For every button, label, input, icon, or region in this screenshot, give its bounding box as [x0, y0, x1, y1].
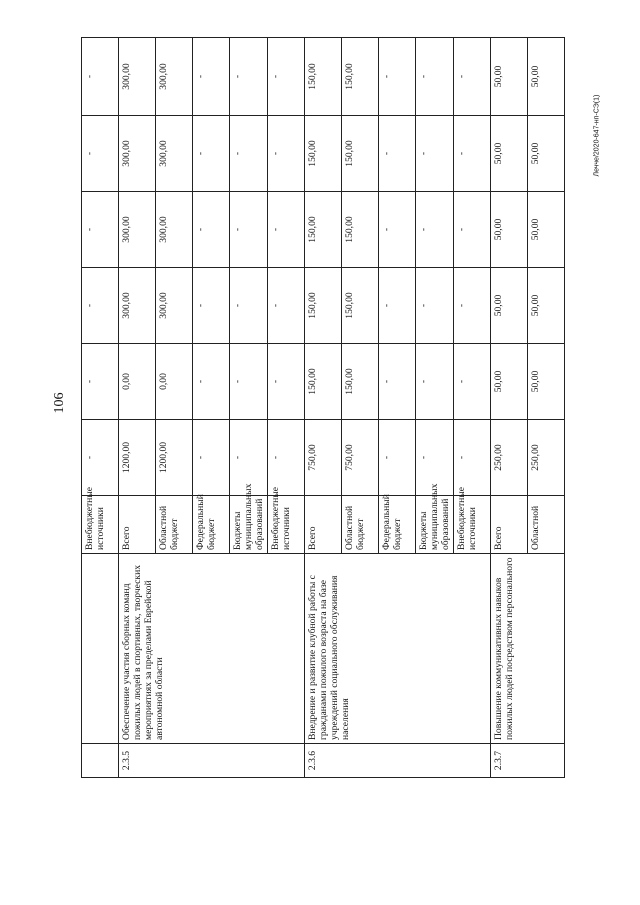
table-row	[305, 38, 342, 778]
amount-cell: 150,00	[305, 192, 342, 268]
amount-cell: -	[193, 420, 230, 496]
amount-cell: 750,00	[342, 420, 379, 496]
amount-cell: -	[416, 344, 454, 420]
amount-cell: 250,00	[528, 420, 565, 496]
amount-cell: 50,00	[491, 116, 528, 192]
amount-cell: 300,00	[156, 268, 193, 344]
amount-cell: 300,00	[119, 268, 156, 344]
amount-cell: 1200,00	[156, 420, 193, 496]
funding-source: Областной бюджет	[156, 496, 193, 554]
amount-cell: 50,00	[528, 344, 565, 420]
amount-cell: 300,00	[119, 116, 156, 192]
funding-source: Всего	[491, 496, 528, 554]
side-note	[590, 70, 604, 180]
amount-cell: -	[379, 116, 416, 192]
amount-cell: 50,00	[491, 192, 528, 268]
funding-source: Внебюджетные источники	[454, 496, 491, 554]
amount-cell: -	[82, 268, 119, 344]
funding-source: Всего	[305, 496, 342, 554]
item-number: 2.3.5	[119, 744, 305, 778]
amount-cell: -	[268, 420, 305, 496]
amount-cell: 0,00	[156, 344, 193, 420]
amount-cell: 150,00	[305, 268, 342, 344]
amount-cell: -	[82, 420, 119, 496]
amount-cell: 150,00	[342, 38, 379, 116]
amount-cell: 300,00	[119, 38, 156, 116]
table-row	[82, 38, 119, 778]
amount-cell: 50,00	[491, 268, 528, 344]
amount-cell: -	[193, 192, 230, 268]
amount-cell: -	[416, 192, 454, 268]
amount-cell: 300,00	[156, 116, 193, 192]
amount-cell: -	[268, 38, 305, 116]
amount-cell: -	[379, 192, 416, 268]
amount-cell: -	[379, 38, 416, 116]
amount-cell: 50,00	[528, 192, 565, 268]
amount-cell: -	[193, 116, 230, 192]
funding-source: Внебюджетные источники	[268, 496, 305, 554]
amount-cell: -	[454, 420, 491, 496]
budget-table-body	[82, 38, 565, 778]
side-note-text: Лечче/2020-647-нп-СЭ(1)	[593, 94, 601, 177]
amount-cell: -	[454, 192, 491, 268]
item-number: 2.3.7	[491, 744, 565, 778]
amount-cell: -	[454, 344, 491, 420]
amount-cell: 50,00	[528, 116, 565, 192]
amount-cell: -	[268, 268, 305, 344]
funding-source: Областной	[528, 496, 565, 554]
activity-name: Обеспечение участия сборных команд пожилых людей в спортивных, творческих мероприятиях за пределами Еврейской автономной области	[119, 554, 305, 744]
amount-cell: 50,00	[528, 268, 565, 344]
amount-cell: 750,00	[305, 420, 342, 496]
amount-cell: 0,00	[119, 344, 156, 420]
funding-source: Всего	[119, 496, 156, 554]
activity-name	[82, 554, 119, 744]
amount-cell: -	[379, 344, 416, 420]
amount-cell: -	[268, 344, 305, 420]
amount-cell: 150,00	[342, 116, 379, 192]
amount-cell: 50,00	[491, 344, 528, 420]
amount-cell: 250,00	[491, 420, 528, 496]
amount-cell: -	[230, 38, 268, 116]
amount-cell: 50,00	[491, 38, 528, 116]
amount-cell: 150,00	[342, 192, 379, 268]
amount-cell: -	[416, 268, 454, 344]
page-number: 106	[52, 392, 67, 414]
amount-cell: 150,00	[342, 344, 379, 420]
funding-source: Федеральный бюджет	[193, 496, 230, 554]
funding-source: Внебюджетные источники	[82, 496, 119, 554]
table-row	[119, 38, 156, 778]
amount-cell: -	[268, 116, 305, 192]
amount-cell: -	[454, 38, 491, 116]
activity-name: Внедрение и развитие клубной работы с гражданами пожилого возраста на базе учреждений социального обслуживания населения	[305, 554, 491, 744]
amount-cell: -	[268, 192, 305, 268]
amount-cell: 150,00	[305, 116, 342, 192]
amount-cell: -	[193, 344, 230, 420]
activity-name: Повышение коммуникативных навыков пожилых людей посредством персонального	[491, 554, 565, 744]
funding-source: Областной бюджет	[342, 496, 379, 554]
amount-cell: -	[82, 116, 119, 192]
amount-cell: -	[82, 192, 119, 268]
table-row	[491, 38, 528, 778]
amount-cell: -	[416, 420, 454, 496]
amount-cell: -	[82, 38, 119, 116]
amount-cell: -	[230, 344, 268, 420]
funding-source: Федеральный бюджет	[379, 496, 416, 554]
amount-cell: 300,00	[156, 192, 193, 268]
amount-cell: -	[193, 268, 230, 344]
amount-cell: -	[230, 420, 268, 496]
amount-cell: 150,00	[342, 268, 379, 344]
budget-table-rotated	[81, 38, 542, 778]
amount-cell: -	[230, 268, 268, 344]
amount-cell: -	[416, 38, 454, 116]
amount-cell: 1200,00	[119, 420, 156, 496]
amount-cell: 150,00	[305, 38, 342, 116]
amount-cell: -	[454, 116, 491, 192]
amount-cell: 300,00	[119, 192, 156, 268]
amount-cell: -	[416, 116, 454, 192]
funding-source: Бюджеты муниципальных образований	[230, 496, 268, 554]
amount-cell: 150,00	[305, 344, 342, 420]
item-number: 2.3.6	[305, 744, 491, 778]
amount-cell: -	[230, 192, 268, 268]
amount-cell: -	[193, 38, 230, 116]
budget-table	[81, 37, 565, 778]
amount-cell: -	[82, 344, 119, 420]
budget-table-frame	[81, 38, 542, 778]
amount-cell: 300,00	[156, 38, 193, 116]
item-number	[82, 744, 119, 778]
amount-cell: 50,00	[528, 38, 565, 116]
amount-cell: -	[379, 268, 416, 344]
amount-cell: -	[379, 420, 416, 496]
amount-cell: -	[454, 268, 491, 344]
amount-cell: -	[230, 116, 268, 192]
funding-source: Бюджеты муниципальных образований	[416, 496, 454, 554]
